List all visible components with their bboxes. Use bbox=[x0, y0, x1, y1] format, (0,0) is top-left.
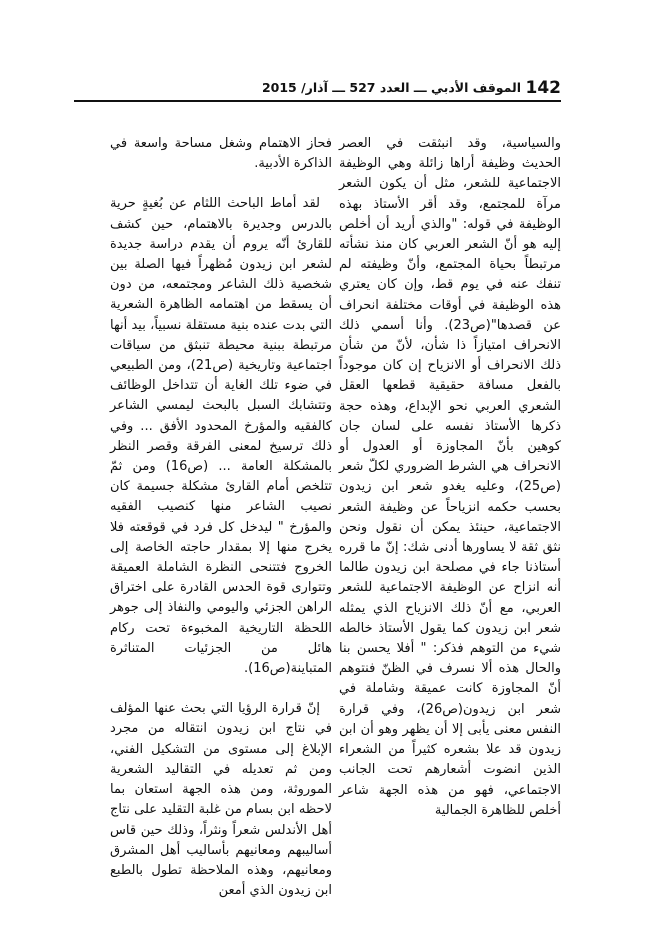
issue-info: الموقف الأدبي ـــ العدد 527 ـــ آذار/ 2015 bbox=[261, 80, 521, 95]
right-paragraph-1: والسياسية، وقد انبثقت في العصر الحديث وظيفة أراها زائلة وهي الوظيفة الاجتماعية للشعر، مثل أن يكون الشعر مرآة للمجتمع، وقد أقر الأستاذ بهذه الوظيفة في قوله: "والذي أريد أن أخلص إليه هو أنّ الشعر العربي كان منذ نشأته مرتبطاً بحياة المجتمع، وأنّ وظيفته لم تنفك عنه في يوم قط، وإن كان يعتري هذه الوظيفة في أوقات مختلفة انحراف عن قصدها"(ص23). وأنا أسمي ذلك الانحراف امتيازاً ذا شأن، لأنّ من شأن ذلك الانحراف أو الانزياح إن كان موجوداً بالفعل مسافة حقيقية قطعها العقل الشعري العربي نحو الإبداع، وهذه حجة ذكرها الأستاذ نفسه على لسان جان كوهين بأنّ المجاوزة أو العدول أو الانحراف هي الشرط الضروري لكلّ شعر (ص25)، وعليه يغدو شعر ابن زيدون بحسب حكمه انزياحاً عن وظيفة الشعر الاجتماعية، حينئذ يمكن أن نقول ونحن نثق ثقة لا يساورها أدنى شك: إنّ ما قرره أستاذنا جاء في مصلحة ابن زيدون طالما أنه انزاح عن الوظيفة الاجتماعية للشعر العربي، مع أنّ ذلك الانزياح الذي يمثله شعر ابن زيدون كما يقول الأستاذ خالطه شيء من التوهم فذكر: " أفلا يحسن بنا والحال هذه ألا نسرف في الظنّ فنتوهم أنّ المجاوزة كانت عميقة وشاملة في شعر ابن زيدون(ص26)، وفي قرارة النفس معنى يأبى إلا أن يظهر وهو أن ابن زيدون قد علا بشعره كثيراً من الشعراء الذين انضوت أشعارهم تحت الجانب الاجتماعي، فهو من هذه الجهة شاعر أخلص للظاهرة الجمالية bbox=[339, 136, 561, 818]
right-column bbox=[339, 134, 561, 821]
left-paragraph-3: إنّ قرارة الرؤيا التي بحث عنها المؤلف في نتاج ابن زيدون انتقاله من مجرد الإبلاغ إلى مستوى من التشكيل الفني، ومن ثم تعديله في التقاليد الشعرية الموروثة، ومن هذه الجهة استعان بما لاحظه ابن بسام من غلبة التقليد على نتاج أهل الأندلس شعراً ونثراً، وذلك حين قاس أساليبهم ومعانيهم بأساليب أهل المشرق ومعانيهم، وهذه الملاحظة تطول بالطبع ابن زيدون الذي أمعن bbox=[110, 701, 332, 899]
left-column bbox=[110, 134, 332, 901]
page-header bbox=[74, 74, 561, 102]
header-rule bbox=[74, 100, 561, 102]
left-paragraph-2: لقد أماط الباحث اللثام عن بُغيةٍ حرية بالدرس وجديرة بالاهتمام، حين كشف للقارئ أنّه يروم أن يقدم دراسة جديدة لشعر ابن زيدون مُظهراً فيها الصلة بين شخصية ذلك الشاعر ومجتمعه، من دون أن يسقط من اهتمامه الظاهرة الشعرية التي بدت عنده بنية مستقلة نسبياً، بيد أنها مرتبطة ببنية محيطة تنبثق من سياقات اجتماعية وتاريخية (ص21)، ومن الطبيعي في ضوء تلك الغاية أن تتداخل الوظائف وتتشابك السبل بالبحث ليمسي الشاعر كالفقيه والمؤرخ المحدود الأفق ... وفي ذلك ترسيخ لمعنى الفرقة وقصر النظر بالمشكلة العامة ... (ص16) ومن ثمّ تتلخص أمام القارئ مشكلة جسيمة كان نصيب الشاعر منها كنصيب الفقيه والمؤرخ " ليدخل كل فرد في قوقعته فلا يخرج منها إلا بمقدار حاجته الخاصة إلى الخروج فتتنحى النظرة الشاملة العميقة وتتوارى قوة الحدس القادرة على اختراق الراهن الجزئي واليومي والنفاذ إلى جوهر اللحظة التاريخية المخبوءة تحت ركام هائل من الجزئيات المتناثرة المتباينة(ص16). bbox=[110, 196, 332, 677]
left-paragraph-1: فحاز الاهتمام وشغل مساحة واسعة في الذاكرة الأدبية. bbox=[110, 136, 332, 172]
page-number: 142 bbox=[525, 78, 561, 98]
